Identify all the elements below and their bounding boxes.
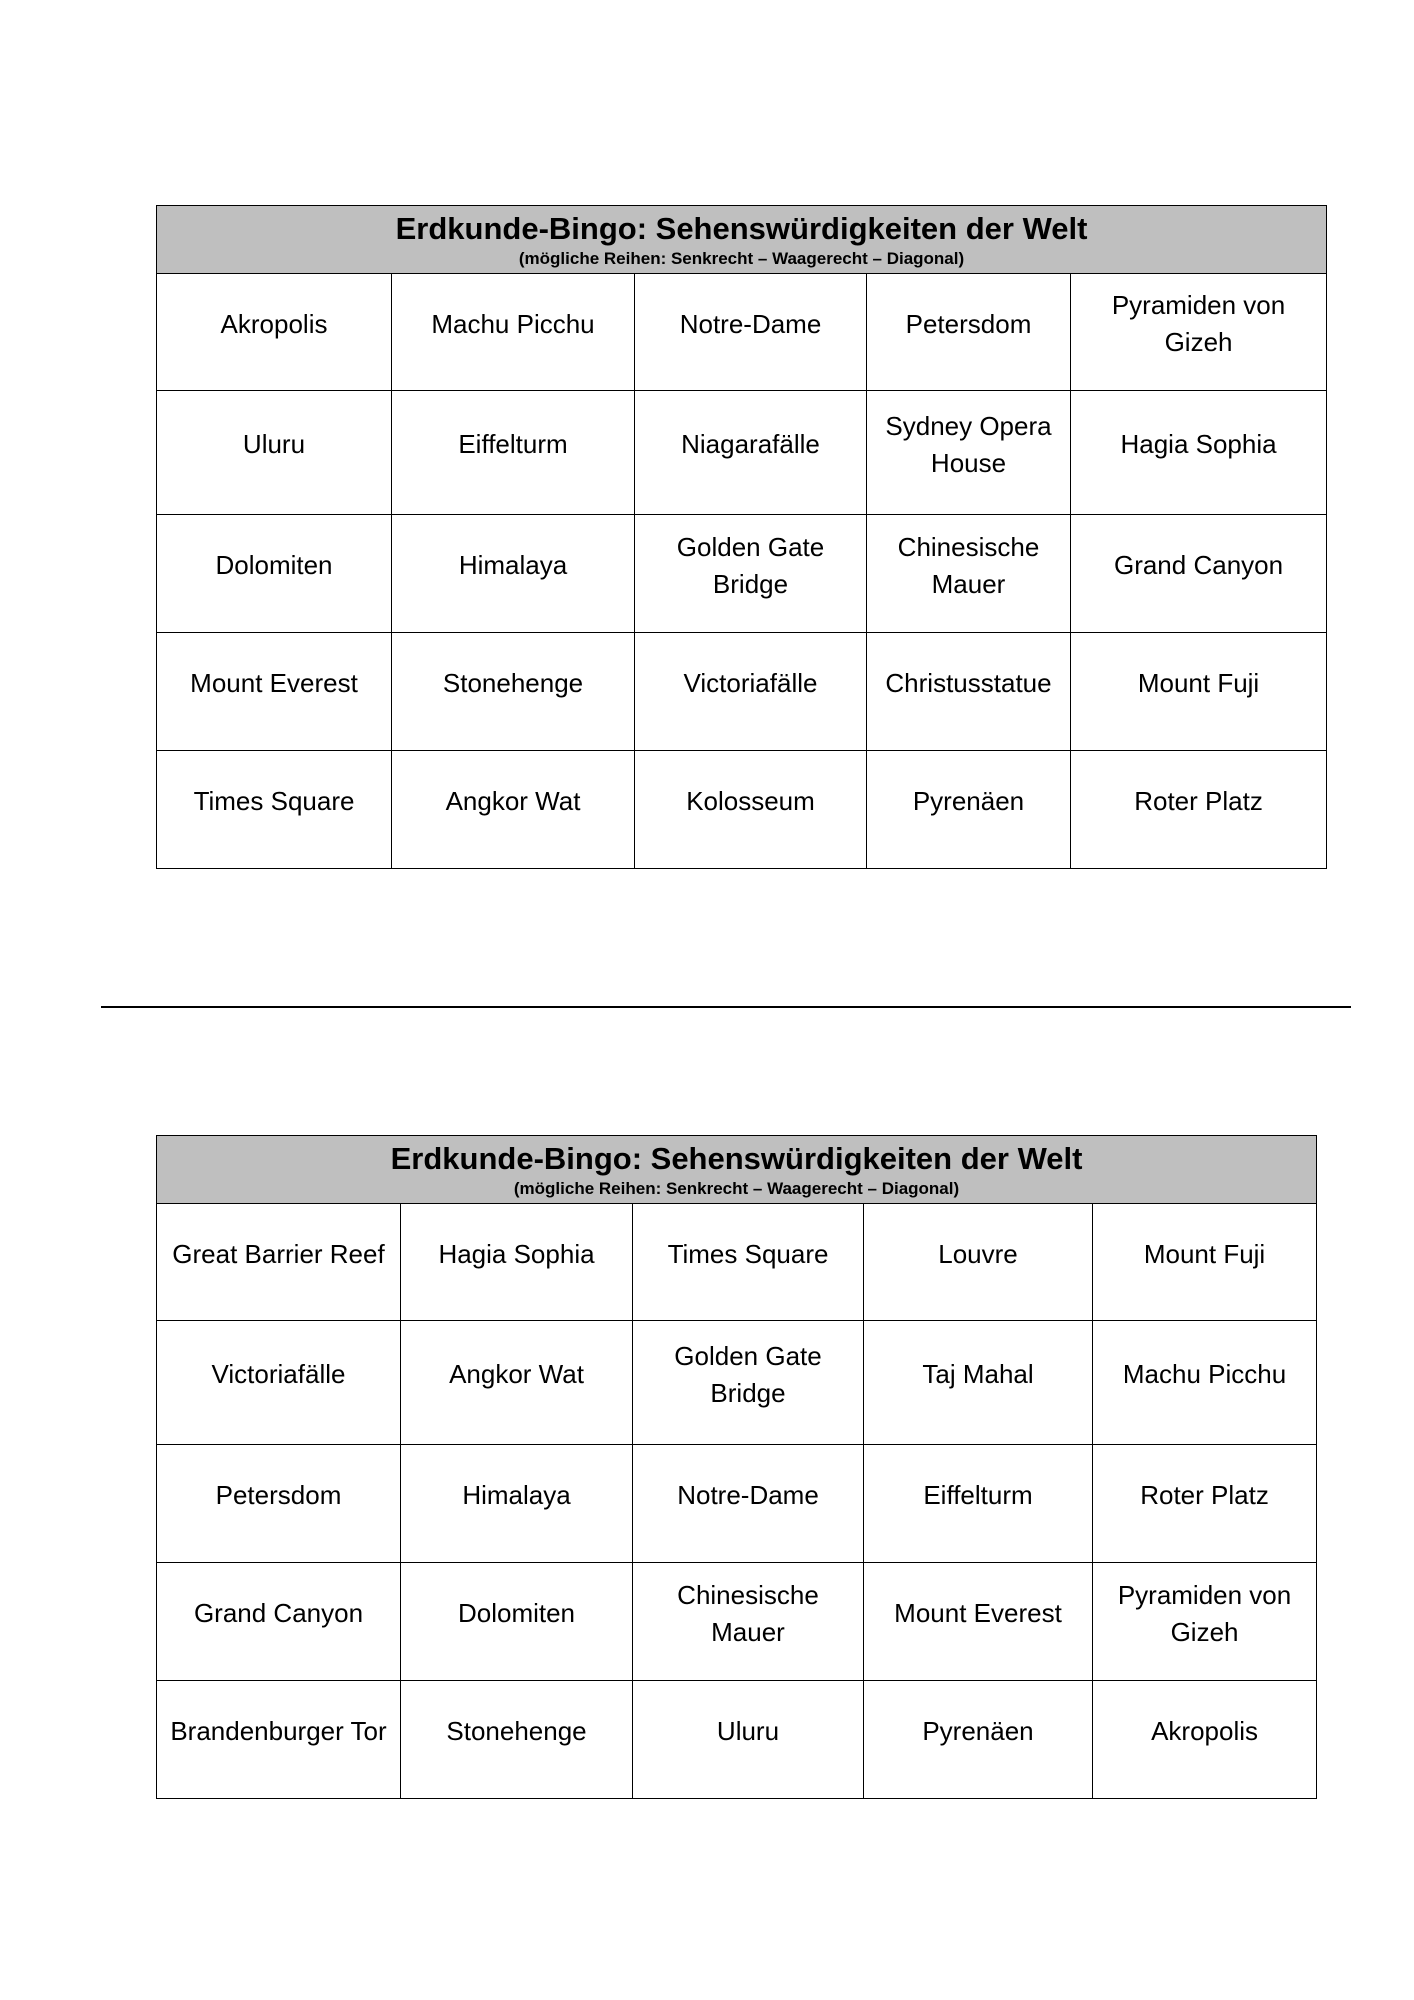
bingo-cell: Christusstatue: [867, 633, 1071, 751]
bingo-header-row: [157, 206, 1327, 274]
bingo-cell: Grand Canyon: [1071, 515, 1327, 633]
bingo-cell: Angkor Wat: [401, 1321, 633, 1445]
bingo-cell: Akropolis: [157, 274, 392, 391]
bingo-cell: Niagarafälle: [635, 391, 867, 515]
bingo-cell: Hagia Sophia: [401, 1204, 633, 1321]
bingo-cell: Brandenburger Tor: [157, 1681, 401, 1799]
bingo-title: Erdkunde-Bingo: Sehenswürdigkeiten der Welt: [395, 211, 1088, 246]
bingo-cell: Eiffelturm: [864, 1445, 1093, 1563]
bingo-cell: Dolomiten: [401, 1563, 633, 1681]
bingo-cell: Hagia Sophia: [1071, 391, 1327, 515]
bingo-header: [157, 206, 1327, 274]
bingo-cell: Taj Mahal: [864, 1321, 1093, 1445]
bingo-cell: Sydney Opera House: [867, 391, 1071, 515]
bingo-cell: Victoriafälle: [157, 1321, 401, 1445]
bingo-cell: Kolosseum: [635, 751, 867, 869]
bingo-cell: Times Square: [633, 1204, 864, 1321]
bingo-cell: Angkor Wat: [392, 751, 635, 869]
bingo-cell: Uluru: [633, 1681, 864, 1799]
bingo-cell: Roter Platz: [1071, 751, 1327, 869]
bingo-card-1: [156, 205, 1327, 869]
bingo-cell: Chinesische Mauer: [633, 1563, 864, 1681]
bingo-row: [157, 1681, 1317, 1799]
bingo-cell: Mount Everest: [157, 633, 392, 751]
bingo-cell: Pyrenäen: [867, 751, 1071, 869]
bingo-cell: Pyrenäen: [864, 1681, 1093, 1799]
bingo-cell: Dolomiten: [157, 515, 392, 633]
bingo-cell: Golden Gate Bridge: [635, 515, 867, 633]
bingo-cell: Chinesische Mauer: [867, 515, 1071, 633]
bingo-cell: Petersdom: [867, 274, 1071, 391]
bingo-header: [157, 1136, 1317, 1204]
bingo-cell: Pyramiden von Gizeh: [1093, 1563, 1317, 1681]
bingo-row: [157, 1321, 1317, 1445]
bingo-cell: Akropolis: [1093, 1681, 1317, 1799]
bingo-cell: Golden Gate Bridge: [633, 1321, 864, 1445]
bingo-header-row: [157, 1136, 1317, 1204]
bingo-cell: Notre-Dame: [633, 1445, 864, 1563]
bingo-cell: Himalaya: [401, 1445, 633, 1563]
bingo-subtitle: (mögliche Reihen: Senkrecht – Waagerecht – Diagonal): [518, 249, 965, 268]
bingo-cell: Mount Fuji: [1093, 1204, 1317, 1321]
bingo-cell: Victoriafälle: [635, 633, 867, 751]
bingo-cell: Louvre: [864, 1204, 1093, 1321]
bingo-subtitle: (mögliche Reihen: Senkrecht – Waagerecht – Diagonal): [513, 1179, 960, 1198]
bingo-card-2: [156, 1135, 1317, 1799]
bingo-cell: Notre-Dame: [635, 274, 867, 391]
bingo-cell: Machu Picchu: [1093, 1321, 1317, 1445]
bingo-row: [157, 274, 1327, 391]
bingo-cell: Machu Picchu: [392, 274, 635, 391]
bingo-row: [157, 1563, 1317, 1681]
bingo-cell: Eiffelturm: [392, 391, 635, 515]
bingo-row: [157, 751, 1327, 869]
bingo-row: [157, 391, 1327, 515]
bingo-cell: Stonehenge: [401, 1681, 633, 1799]
bingo-cell: Himalaya: [392, 515, 635, 633]
bingo-row: [157, 515, 1327, 633]
bingo-row: [157, 633, 1327, 751]
bingo-row: [157, 1445, 1317, 1563]
bingo-cell: Pyramiden von Gizeh: [1071, 274, 1327, 391]
bingo-cell: Grand Canyon: [157, 1563, 401, 1681]
bingo-cell: Times Square: [157, 751, 392, 869]
bingo-cell: Petersdom: [157, 1445, 401, 1563]
bingo-row: [157, 1204, 1317, 1321]
bingo-cell: Mount Fuji: [1071, 633, 1327, 751]
bingo-cell: Stonehenge: [392, 633, 635, 751]
cut-line: [101, 1006, 1351, 1008]
bingo-cell: Mount Everest: [864, 1563, 1093, 1681]
bingo-cell: Great Barrier Reef: [157, 1204, 401, 1321]
bingo-cell: Roter Platz: [1093, 1445, 1317, 1563]
bingo-cell: Uluru: [157, 391, 392, 515]
bingo-title: Erdkunde-Bingo: Sehenswürdigkeiten der Welt: [390, 1141, 1083, 1176]
